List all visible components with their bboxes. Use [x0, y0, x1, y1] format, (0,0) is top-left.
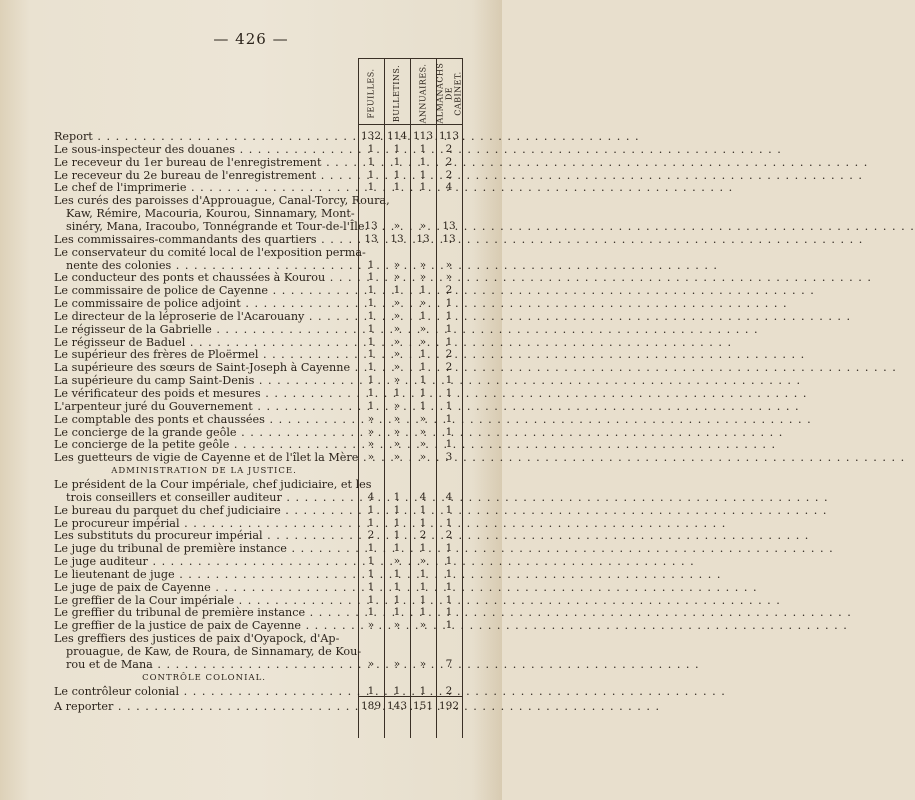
cell-value: » [367, 619, 375, 632]
row-label: Le receveur du 2e bureau de l'enregistrement . . . [54, 169, 354, 182]
cell-value: » [419, 425, 427, 438]
cell-value: » [393, 374, 401, 387]
table-row [54, 413, 462, 426]
table-row [54, 387, 462, 400]
row-label: Le concierge de la petite geôle . . . [54, 438, 354, 451]
column-header-bulletins: BULLETINS. [392, 64, 402, 122]
table-row [54, 581, 462, 594]
column-header-annuaires: ANNUAIRES. [418, 63, 428, 123]
row-label: Le commissaire de police adjoint . . . [54, 297, 354, 310]
cell-value: 113 [412, 130, 434, 142]
cell-value: » [419, 297, 427, 310]
cell-value: 1 [367, 335, 375, 348]
row-label: Le directeur de la léproserie de l'Acarouany . . . [54, 310, 354, 323]
row-label: La supérieure du camp Saint-Denis . . . [54, 374, 354, 387]
cell-value: » [393, 425, 401, 438]
cell-value: 2 [445, 284, 453, 297]
table-row [54, 143, 462, 156]
cell-value: 1 [419, 580, 427, 593]
table-row [54, 555, 462, 568]
row-label: La supérieure des sœurs de Saint-Joseph à Cayenne . . . [54, 361, 354, 374]
cell-value: 1 [393, 516, 401, 529]
row-label: Le comptable des ponts et chaussées . . . [54, 413, 354, 426]
table-row [54, 658, 462, 671]
cell-value: 1 [367, 684, 375, 697]
table-row [54, 169, 462, 182]
cell-value: 1 [393, 155, 401, 168]
cell-value: 13 [442, 219, 456, 232]
row-label: Le bureau du parquet du chef judiciaire . . . [54, 504, 354, 517]
page-number: — 426 — [213, 30, 289, 48]
row-label: Kaw, Rémire, Macouria, Kourou, Sinnamary, Mont- [66, 207, 355, 221]
cell-value: 1 [419, 542, 427, 555]
cell-value: 1 [367, 593, 375, 606]
cell-value: » [367, 451, 375, 464]
cell-value: 1 [367, 181, 375, 194]
row-label: Le supérieur des frères de Ploërmel . . . [54, 348, 354, 361]
row-label: Le greffier de la justice de paix de Cayenne . . . [54, 619, 354, 632]
cell-value: 1 [419, 168, 427, 181]
table-row [54, 451, 462, 464]
cell-value: » [393, 297, 401, 310]
cell-value: 13 [442, 232, 456, 245]
cell-value: 1 [393, 503, 401, 516]
table-row [54, 438, 462, 451]
cell-value: 1 [367, 555, 375, 568]
table-row [54, 130, 462, 143]
cell-value: » [367, 657, 375, 670]
cell-value: 189 [360, 700, 382, 713]
table-row [54, 619, 462, 632]
row-label: Le juge du tribunal de première instance . . . [54, 542, 354, 555]
cell-value: 1 [393, 529, 401, 542]
cell-value: 1 [445, 516, 453, 529]
cell-value: 2 [445, 168, 453, 181]
cell-value: 1 [367, 142, 375, 155]
cell-value: 1 [393, 684, 401, 697]
row-label: sinéry, Mana, Iracoubo, Tonnégrande et Tour-de-l'Île. . . . [66, 220, 366, 233]
table-row [54, 246, 462, 259]
cell-value: » [367, 412, 375, 425]
table-row [54, 606, 462, 619]
cell-value: 13 [416, 232, 430, 245]
table-row [54, 194, 462, 207]
cell-value: 1 [393, 580, 401, 593]
cell-value: 4 [445, 181, 453, 194]
row-label: Le vérificateur des poids et mesures . . . [54, 387, 354, 400]
cell-value: 1 [367, 271, 375, 284]
cell-value: 1 [367, 399, 375, 412]
row-label: Le commissaire de police de Cayenne . . . [54, 284, 354, 297]
row-label: Le juge auditeur . . . [54, 555, 354, 568]
cell-value: 1 [393, 142, 401, 155]
column-header-almanachs: ALMANACHS DE CABINET. [435, 62, 463, 123]
cell-value: » [445, 258, 453, 271]
cell-value: 1 [445, 297, 453, 310]
cell-value: 1 [393, 606, 401, 619]
row-label: Le receveur du 1er bureau de l'enregistrement . . . [54, 156, 354, 169]
row-label: A reporter . . . [54, 700, 354, 713]
row-label: Le greffier du tribunal de première instance . . . [54, 606, 354, 619]
cell-value: 1 [445, 387, 453, 399]
row-label: prouague, de Kaw, de Roura, de Sinnamary, de Kou- [66, 645, 362, 658]
cell-value: 1 [419, 374, 427, 387]
cell-value: 1 [445, 503, 453, 516]
cell-value: 1 [393, 181, 401, 194]
cell-value: 13 [364, 219, 378, 232]
cell-value: 2 [419, 529, 427, 542]
row-label: Les commissaires-commandants des quartiers . . . [54, 233, 354, 246]
cell-value: 1 [419, 348, 427, 361]
cell-value: 1 [367, 606, 375, 619]
cell-value: 1 [367, 322, 375, 335]
cell-value: 1 [367, 542, 375, 555]
cell-value: » [445, 271, 453, 284]
row-label: trois conseillers et conseiller auditeur . . . [66, 491, 366, 504]
cell-value: » [419, 335, 427, 348]
table-row [54, 259, 462, 272]
cell-value: 1 [419, 284, 427, 297]
cell-value: » [367, 425, 375, 438]
row-label: Le conservateur du comité local de l'exposition perma- [54, 245, 366, 259]
cell-value: 1 [393, 284, 401, 297]
cell-value: 3 [445, 451, 453, 464]
cell-value: 1 [367, 567, 375, 580]
cell-value: 1 [445, 322, 453, 335]
cell-value: 2 [445, 348, 453, 361]
cell-value: 1 [393, 567, 401, 580]
cell-value: » [419, 438, 427, 451]
cell-value: 1 [367, 580, 375, 593]
table-row [54, 348, 462, 361]
table-row [54, 529, 462, 542]
row-label: Le contrôleur colonial . . . [54, 685, 354, 698]
cell-value: 1 [393, 542, 401, 555]
cell-value: » [393, 361, 401, 374]
cell-value: » [393, 619, 401, 632]
cell-value: 1 [419, 399, 427, 412]
row-label: Les substituts du procureur impérial . . . [54, 529, 354, 542]
cell-value: 2 [445, 529, 453, 542]
cell-value: 1 [445, 425, 453, 438]
cell-value: » [393, 412, 401, 425]
cell-value: 1 [419, 567, 427, 580]
cell-value: » [419, 322, 427, 335]
cell-value: 4 [367, 490, 375, 503]
cell-value: 1 [445, 309, 453, 322]
cell-value: 1 [445, 567, 453, 580]
cell-value: 1 [367, 374, 375, 387]
cell-value: 1 [445, 619, 453, 632]
cell-value: 1 [367, 284, 375, 297]
row-label: Le concierge de la grande geôle . . . [54, 426, 354, 439]
cell-value: » [393, 309, 401, 322]
row-label: Le sous-inspecteur des douanes . . . [54, 143, 354, 156]
table-row [54, 271, 462, 284]
cell-value: 1 [419, 361, 427, 374]
row-label: Report . . . [54, 130, 354, 143]
cell-value: 1 [445, 374, 453, 387]
cell-value: » [393, 258, 401, 271]
cell-value: 1 [419, 503, 427, 516]
table-row [54, 220, 462, 233]
cell-value: 1 [445, 438, 453, 451]
row-label: Le président de la Cour impériale, chef judiciaire, et les [54, 477, 372, 491]
table-row [54, 542, 462, 555]
cell-value: 1 [393, 490, 401, 503]
cell-value: 7 [445, 657, 453, 670]
cell-value: » [419, 412, 427, 425]
cell-value: » [419, 271, 427, 284]
row-label: Le conducteur des ponts et chaussées à Kourou . . . [54, 271, 354, 284]
cell-value: 1 [419, 387, 427, 399]
cell-value: 2 [445, 142, 453, 155]
cell-value: » [393, 335, 401, 348]
cell-value: 2 [445, 361, 453, 374]
cell-value: 1 [393, 387, 401, 399]
cell-value: 1 [445, 555, 453, 568]
cell-value: 1 [419, 142, 427, 155]
table-row [54, 336, 462, 349]
cell-value: 1 [445, 580, 453, 593]
cell-value: 1 [367, 258, 375, 271]
cell-value: 1 [367, 309, 375, 322]
table-row [54, 517, 462, 530]
table-row [54, 400, 462, 413]
cell-value: » [419, 258, 427, 271]
cell-value: 1 [393, 168, 401, 181]
row-label: Le régisseur de Baduel . . . [54, 336, 354, 349]
table-row [54, 478, 462, 491]
cell-value: 1 [419, 155, 427, 168]
cell-value: 1 [367, 516, 375, 529]
cell-value: » [393, 657, 401, 670]
table-row [54, 233, 462, 246]
cell-value: » [393, 555, 401, 568]
cell-value: » [419, 451, 427, 464]
table-row [54, 156, 462, 169]
cell-value: 4 [419, 490, 427, 503]
section-heading: CONTRÔLE COLONIAL. [142, 672, 266, 683]
cell-value: » [393, 271, 401, 284]
cell-value: 1 [367, 361, 375, 374]
table-row [54, 310, 462, 323]
cell-value: 2 [445, 684, 453, 697]
cell-value: 132 [360, 130, 382, 142]
cell-value: 1 [445, 542, 453, 555]
cell-value: » [393, 348, 401, 361]
column-header-feuilles: FEUILLES. [366, 68, 376, 118]
row-label: Le lieutenant de juge . . . [54, 568, 354, 581]
table-row [54, 207, 462, 220]
cell-value: 1 [367, 297, 375, 310]
cell-value: 13 [390, 232, 404, 245]
table-row [54, 568, 462, 581]
cell-value: 1 [445, 412, 453, 425]
row-label: nente des colonies . . . [66, 259, 366, 272]
row-label: Le régisseur de la Gabrielle . . . [54, 323, 354, 336]
row-label: Le chef de l'imprimerie . . . [54, 181, 354, 194]
cell-value: 4 [445, 490, 453, 503]
row-label: Le juge de paix de Cayenne . . . [54, 581, 354, 594]
cell-value: » [393, 399, 401, 412]
row-label: Le procureur impérial . . . [54, 517, 354, 530]
cell-value: 192 [438, 700, 460, 713]
cell-value: 1 [419, 516, 427, 529]
table-row [54, 361, 462, 374]
cell-value: » [393, 438, 401, 451]
cell-value: 1 [419, 684, 427, 697]
cell-value: 1 [393, 593, 401, 606]
cell-value: » [419, 219, 427, 232]
table-row [54, 181, 462, 194]
cell-value: 1 [445, 399, 453, 412]
cell-value: 114 [386, 130, 408, 142]
table-row [54, 504, 462, 517]
table-row [54, 323, 462, 336]
table-row [54, 700, 462, 713]
cell-value: 1 [367, 503, 375, 516]
cell-value: » [393, 322, 401, 335]
row-label: Les guetteurs de vigie de Cayenne et de l'îlet la Mère . . . [54, 451, 354, 464]
cell-value: 143 [386, 700, 408, 713]
row-label: Les greffiers des justices de paix d'Oyapock, d'Ap- [54, 632, 340, 646]
cell-value: 2 [445, 155, 453, 168]
cell-value: 1 [445, 593, 453, 606]
cell-value: » [419, 555, 427, 568]
cell-value: 1 [445, 335, 453, 348]
cell-value: 1 [419, 309, 427, 322]
cell-value: 1 [367, 155, 375, 168]
cell-value: » [419, 657, 427, 670]
cell-value: 1 [419, 181, 427, 194]
row-label: Le greffier de la Cour impériale . . . [54, 594, 354, 607]
row-label: L'arpenteur juré du Gouvernement . . . [54, 400, 354, 413]
row-label: Les curés des paroisses d'Approuague, Canal-Torcy, Roura, [54, 194, 390, 208]
cell-value: 151 [412, 700, 434, 713]
cell-value: 1 [367, 168, 375, 181]
row-label: rou et de Mana . . . [66, 658, 366, 671]
cell-value: 13 [364, 232, 378, 245]
table-row [54, 632, 462, 645]
cell-value: » [367, 438, 375, 451]
table-row [54, 594, 462, 607]
section-heading: ADMINISTRATION DE LA JUSTICE. [111, 466, 297, 477]
table-row [54, 491, 462, 504]
table-row [54, 297, 462, 310]
table-row [54, 426, 462, 439]
cell-value: 113 [438, 130, 460, 142]
cell-value: 2 [367, 529, 375, 542]
cell-value: 1 [419, 606, 427, 619]
cell-value: » [393, 219, 401, 232]
cell-value: 1 [419, 593, 427, 606]
cell-value: » [419, 619, 427, 632]
table-row [54, 645, 462, 658]
cell-value: 1 [367, 348, 375, 361]
table-row [54, 284, 462, 297]
table-row [54, 374, 462, 387]
cell-value: » [393, 451, 401, 464]
cell-value: 1 [367, 387, 375, 399]
cell-value: 1 [445, 606, 453, 619]
